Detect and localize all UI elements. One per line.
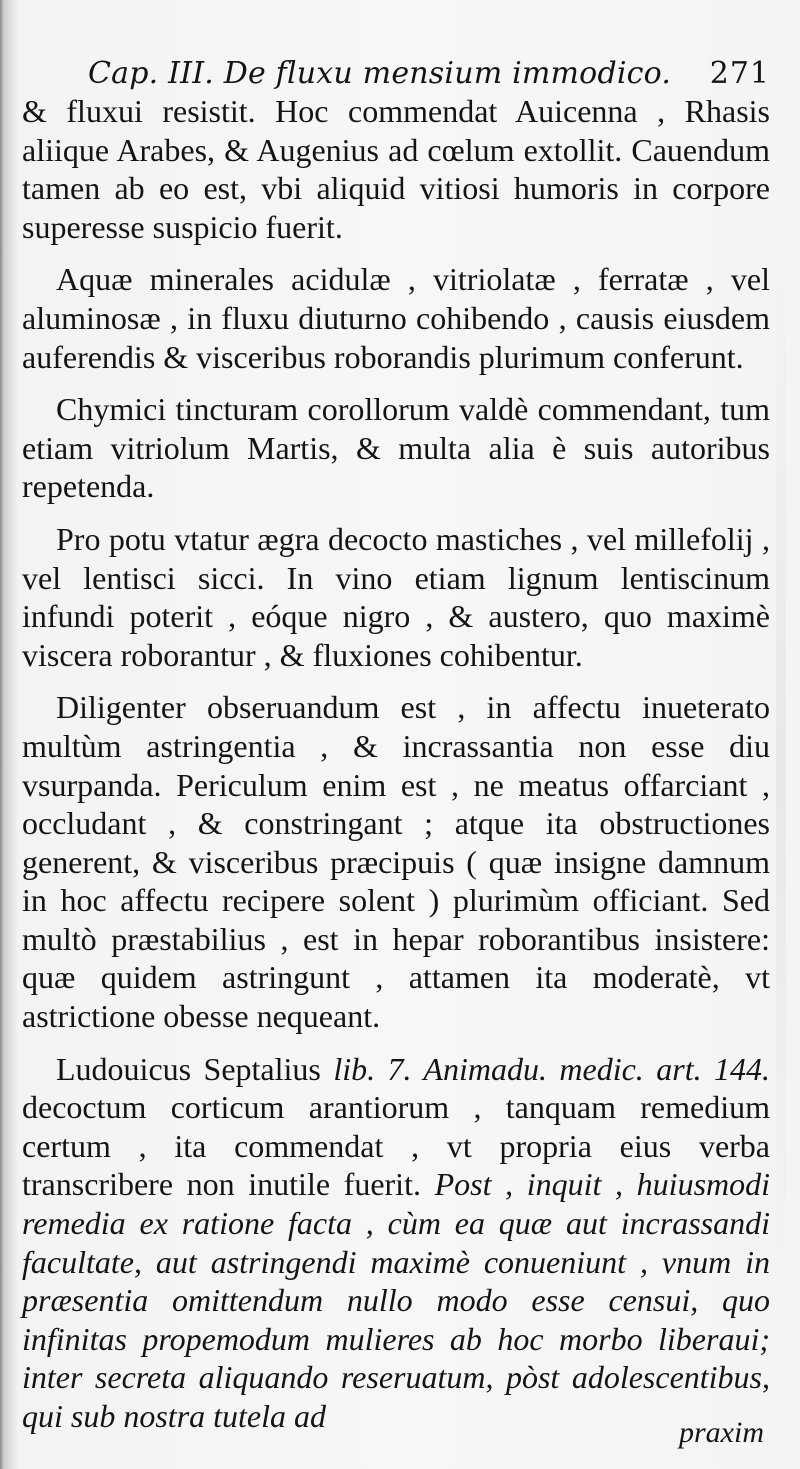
- paragraph-6: [22, 1050, 770, 1436]
- paragraph-2: Aquæ minerales acidulæ , vitriolatæ , ferratæ , vel aluminosæ , in fluxu diuturno cohibendo , causis eiusdem auferendis & visceribus roborandis plurimum conferunt.: [22, 261, 770, 375]
- page-number: 271: [709, 56, 770, 91]
- paragraph-1: & fluxui resistit. Hoc commendat Auicenna , Rhasis aliique Arabes, & Augenius ad cœlum extollit. Cauendum tamen ab eo est, vbi aliquid vitiosi humoris in corpore superesse suspicio fuerit.: [22, 93, 770, 245]
- author-name: Ludouicus Septalius: [56, 1050, 321, 1087]
- chapter-title: Cap. III. De fluxu mensium immodico.: [88, 56, 672, 91]
- paragraph-4: Pro potu vtatur ægra decocto mastiches , vel millefolij , vel lentisci sicci. In vino etiam lignum lentiscinum infundi poterit , eóque nigro , & austero, quo maximè viscera roborantur , & fluxiones cohibentur.: [22, 520, 770, 673]
- paragraph-5: Diligenter obseruandum est , in affectu inueterato multùm astringentia , & incrassantia non esse diu vsurpanda. Periculum enim est , ne meatus offarciant , occludant , & constringant ; atque ita obstructiones generent, & visceribus præcipuis ( quæ insigne damnum in hoc affectu recipere solent ) plurimùm officiant. Sed multò præstabilius , est in hepar roborantibus insistere: quæ quidem astringunt , attamen ita moderatè, vt astrictione obesse nequeant.: [22, 689, 770, 1035]
- page-shadow: [776, 220, 786, 1320]
- citation-reference: lib. 7. Animadu. medic. art. 144.: [333, 1050, 771, 1087]
- quoted-passage: Post , inquit , huiusmodi remedia ex ratione facta , cùm ea quæ aut incrassandi facultate, aut astringendi maximè conueniunt , vnum in præsentia omittendum nullo modo esse censui, quo infinitas propemodum mulieres ab hoc morbo liberaui; inter secreta aliquando reseruatum, pòst adolescentibus, qui sub nostra tutela ad: [22, 1166, 771, 1434]
- catchword: praxim: [679, 1416, 764, 1449]
- body-text: [22, 92, 770, 1450]
- running-header: [88, 54, 770, 94]
- paragraph-6-text: decoctum corticum arantiorum , tanquam remedium certum , ita commendat , vt propria eius verba transcribere non inutile fuerit.: [22, 1089, 770, 1203]
- paragraph-3: Chymici tincturam corollorum valdè commendant, tum etiam vitriolum Martis, & multa alia è suis autoribus repetenda.: [22, 391, 770, 505]
